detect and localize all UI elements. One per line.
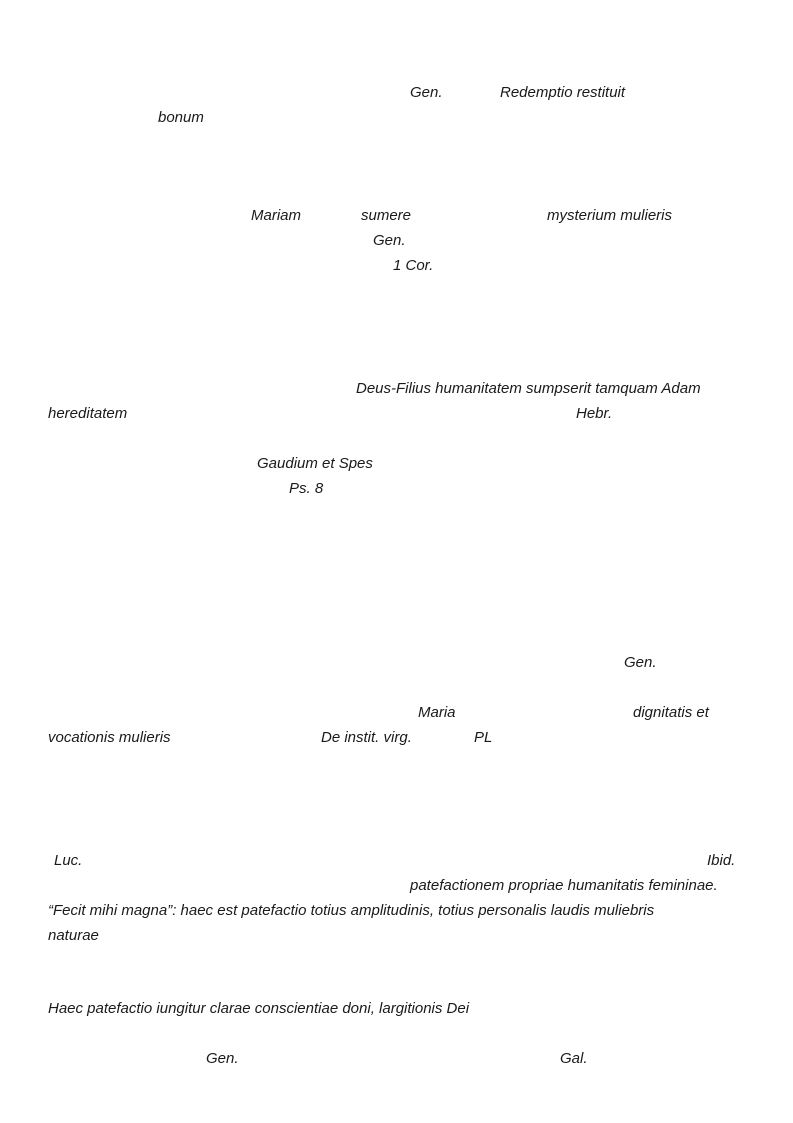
- text-fragment: Gaudium et Spes: [257, 455, 373, 472]
- text-fragment: Gen.: [624, 654, 657, 671]
- text-fragment: Gen.: [410, 84, 443, 101]
- text-fragment: PL: [474, 729, 493, 746]
- text-fragment: Gen.: [373, 232, 406, 249]
- text-fragment: Luc.: [54, 852, 83, 869]
- text-fragment: patefactionem propriae humanitatis femininae.: [410, 877, 718, 894]
- text-fragment: Hebr.: [576, 405, 613, 422]
- text-fragment: Deus-Filius humanitatem sumpserit tamquam Adam: [356, 380, 701, 397]
- text-fragment: Haec patefactio iungitur clarae conscientiae doni, largitionis Dei: [48, 1000, 470, 1017]
- text-fragment: Gal.: [560, 1050, 588, 1067]
- text-fragment: naturae: [48, 927, 99, 944]
- text-fragment: dignitatis et: [633, 704, 709, 721]
- text-fragment: hereditatem: [48, 405, 128, 422]
- text-fragment: Gen.: [206, 1050, 239, 1067]
- text-fragment: “Fecit mihi magna”: haec est patefactio totius amplitudinis, totius personalis laudis muliebris: [48, 902, 655, 919]
- text-fragment: Ibid.: [707, 852, 736, 869]
- text-fragment: Ps. 8: [289, 480, 324, 497]
- text-fragment: mysterium mulieris: [547, 207, 673, 224]
- text-fragment: 1 Cor.: [393, 257, 434, 274]
- text-fragment: sumere: [361, 207, 412, 224]
- text-fragment: vocationis mulieris: [48, 729, 171, 746]
- text-fragment: Redemptio restituit: [500, 84, 626, 101]
- text-fragment: bonum: [158, 109, 204, 126]
- text-fragment: Mariam: [251, 207, 302, 224]
- text-fragment: De instit. virg.: [321, 729, 412, 746]
- text-fragment: Maria: [418, 704, 456, 721]
